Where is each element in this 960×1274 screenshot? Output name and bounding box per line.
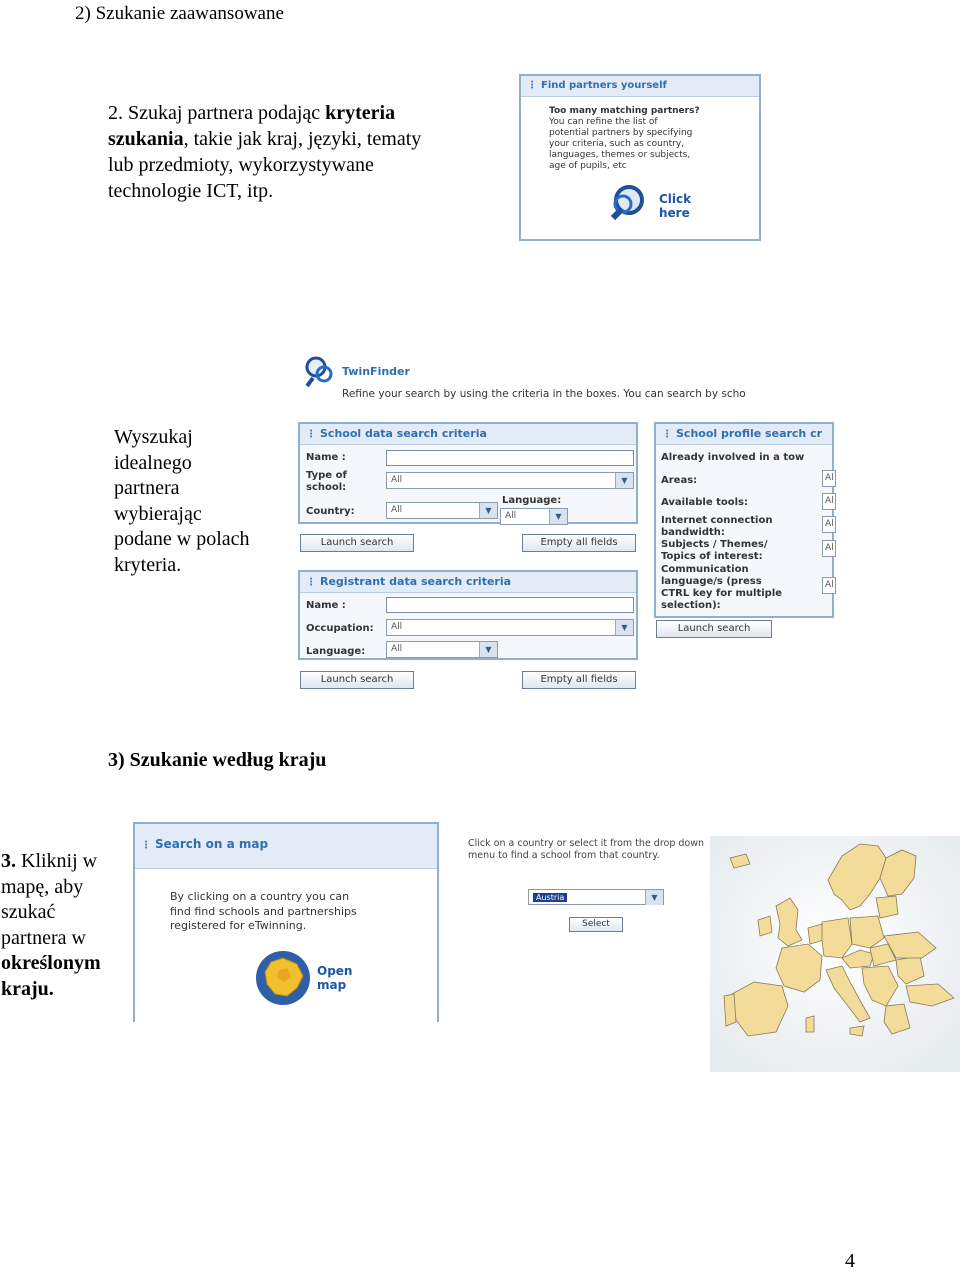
school-name-input[interactable]: [386, 450, 634, 466]
chevron-down-icon[interactable]: ▼: [615, 620, 633, 635]
dots-icon: ⋮: [306, 577, 316, 588]
country-label: Country:: [306, 506, 355, 517]
search-on-map-box: [133, 822, 439, 1022]
click-here-link[interactable]: [659, 192, 691, 220]
step-text: szukać: [1, 901, 56, 923]
search-map-text: [170, 890, 357, 934]
map-hint: [468, 838, 704, 862]
map-line: find find schools and partnerships: [170, 904, 357, 918]
step-text: mapę, aby: [1, 875, 84, 898]
school-empty-fields-button[interactable]: Empty all fields: [522, 534, 636, 552]
step-number: 3.: [1, 850, 16, 872]
desc-line: kryteria.: [114, 553, 182, 576]
internet-label: [661, 515, 772, 539]
bold-term: kryteria: [325, 102, 396, 124]
panel-title: School data search criteria: [320, 427, 487, 440]
country-portugal[interactable]: [724, 994, 736, 1026]
section-heading: 2) Szukanie zaawansowane: [75, 3, 284, 24]
select-value: All: [391, 622, 403, 632]
registrant-name-input[interactable]: [386, 597, 634, 613]
communication-label: [661, 564, 782, 612]
hint-line: Click on a country or select it from the drop down: [468, 838, 705, 849]
open-map-link[interactable]: [317, 964, 352, 992]
find-line: languages, themes or subjects,: [549, 150, 691, 160]
search-map-header: [135, 824, 437, 869]
twinfinder-logo-icon: [302, 354, 338, 390]
dots-icon: ⋮: [527, 80, 537, 91]
map-label[interactable]: map: [317, 978, 347, 992]
find-partners-header: [521, 76, 759, 97]
twinfinder-screenshot: [296, 348, 834, 696]
areas-select[interactable]: Al: [822, 470, 836, 487]
tools-select[interactable]: Al: [822, 493, 836, 510]
label-line: language/s (press: [661, 576, 762, 587]
section-heading: 3) Szukanie według kraju: [108, 749, 327, 771]
step-2-text: [108, 100, 488, 204]
language-multi-select[interactable]: Al: [822, 577, 836, 594]
panel-title: Find partners yourself: [541, 80, 667, 91]
find-partners-text: [549, 106, 700, 172]
chevron-down-icon[interactable]: ▼: [479, 503, 497, 518]
open-label[interactable]: Open: [317, 964, 353, 978]
click-label[interactable]: Click: [659, 192, 692, 206]
step-text: lub przedmioty, wykorzystywane: [108, 154, 374, 176]
name-label: Name :: [306, 452, 346, 463]
chevron-down-icon[interactable]: ▼: [479, 642, 497, 657]
chevron-down-icon[interactable]: ▼: [615, 473, 633, 488]
label-line: CTRL key for multiple: [661, 588, 783, 599]
label-line: selection):: [661, 600, 721, 611]
language-label: Language:: [306, 646, 366, 657]
label-line: Subjects / Themes/: [661, 539, 768, 550]
label-line: bandwidth:: [661, 527, 725, 538]
panel-title: Search on a map: [155, 837, 269, 851]
desc-line: wybierając: [114, 502, 202, 525]
registrant-launch-search-button[interactable]: Launch search: [300, 671, 414, 689]
twinfinder-description: [114, 425, 284, 578]
step-text: kraju.: [1, 977, 54, 1000]
select-value: Austria: [533, 893, 567, 902]
dots-icon: ⋮: [662, 429, 672, 440]
type-label: [306, 470, 347, 494]
step-3-text: [1, 849, 131, 1002]
step-text: partnera w: [1, 926, 86, 949]
type-label-line: Type of: [306, 470, 347, 481]
desc-line: Wyszukaj: [114, 426, 193, 448]
label-line: Internet connection: [661, 515, 773, 526]
school-launch-search-button[interactable]: Launch search: [300, 534, 414, 552]
country-baltics[interactable]: [876, 896, 898, 918]
select-button[interactable]: Select: [569, 917, 623, 932]
dots-icon: ⋮: [306, 429, 316, 440]
profile-launch-search-button[interactable]: Launch search: [656, 620, 772, 638]
registrant-language-select[interactable]: [386, 641, 498, 658]
type-label-line: school:: [306, 482, 347, 493]
chevron-down-icon[interactable]: ▼: [549, 509, 567, 524]
find-line: age of pupils, etc: [549, 161, 627, 171]
name-label: Name :: [306, 600, 346, 611]
panel-title: Registrant data search criteria: [320, 575, 512, 588]
step-text: 2. Szukaj partnera podając: [108, 102, 326, 124]
find-line: potential partners by specifying: [549, 128, 693, 138]
country-benelux[interactable]: [808, 924, 824, 944]
bold-term: szukania: [108, 128, 184, 150]
map-line: registered for eTwinning.: [170, 919, 307, 932]
school-type-select[interactable]: [386, 472, 634, 489]
school-profile-header: [656, 424, 832, 445]
select-value: All: [391, 644, 403, 654]
country-select[interactable]: [386, 502, 498, 519]
europe-map[interactable]: [710, 836, 960, 1072]
magnifier-icon[interactable]: [607, 180, 655, 228]
europe-map-icon[interactable]: [253, 948, 315, 1008]
select-value: All: [391, 475, 403, 485]
registrant-data-panel: [298, 570, 638, 660]
bandwidth-select[interactable]: Al: [822, 516, 836, 533]
occupation-select[interactable]: [386, 619, 634, 636]
registrant-empty-fields-button[interactable]: Empty all fields: [522, 671, 636, 689]
school-profile-panel: [654, 422, 834, 618]
panel-title: School profile search cr: [676, 427, 823, 440]
country-ireland[interactable]: [758, 916, 772, 936]
find-question: Too many matching partners?: [549, 106, 700, 116]
desc-line: podane w polach: [114, 528, 250, 550]
school-language-select[interactable]: [500, 508, 568, 525]
step-text: Kliknij w: [16, 850, 98, 872]
desc-line: idealnego: [114, 451, 192, 474]
chevron-down-icon[interactable]: ▼: [645, 890, 663, 905]
school-data-header: [300, 424, 636, 445]
step-text: , takie jak kraj, języki, tematy: [183, 128, 422, 150]
select-value: All: [391, 505, 403, 515]
subjects-label: [661, 539, 768, 563]
select-value: All: [505, 511, 517, 521]
desc-line: partnera: [114, 477, 180, 499]
occupation-label: Occupation:: [306, 623, 374, 634]
school-data-panel: [298, 422, 638, 524]
twinfinder-logo-text: TwinFinder: [342, 365, 410, 378]
here-label[interactable]: here: [659, 206, 690, 220]
hint-line: menu to find a school from that country.: [468, 850, 660, 861]
country-sardinia[interactable]: [806, 1016, 814, 1032]
country-sicily[interactable]: [850, 1026, 864, 1036]
step-text: technologie ICT, itp.: [108, 180, 274, 202]
page-number: 4: [845, 1250, 855, 1272]
find-line: your criteria, such as country,: [549, 139, 684, 149]
twinfinder-tagline: Refine your search by using the criteria in the boxes. You can search by scho: [342, 388, 746, 400]
involved-label: Already involved in a tow: [661, 452, 805, 463]
subjects-select[interactable]: Al: [822, 540, 836, 557]
step-text: określonym: [1, 952, 101, 974]
find-partners-box: [519, 74, 761, 241]
label-line: Communication: [661, 564, 749, 575]
areas-label: Areas:: [661, 475, 698, 486]
tools-label: Available tools:: [661, 497, 749, 508]
dots-icon: ⋮: [141, 840, 151, 851]
country-dropdown[interactable]: [528, 889, 664, 905]
map-line: By clicking on a country you can: [170, 890, 350, 903]
registrant-data-header: [300, 572, 636, 593]
find-line: You can refine the list of: [549, 117, 658, 127]
language-label: Language:: [502, 495, 562, 506]
label-line: Topics of interest:: [661, 551, 763, 562]
